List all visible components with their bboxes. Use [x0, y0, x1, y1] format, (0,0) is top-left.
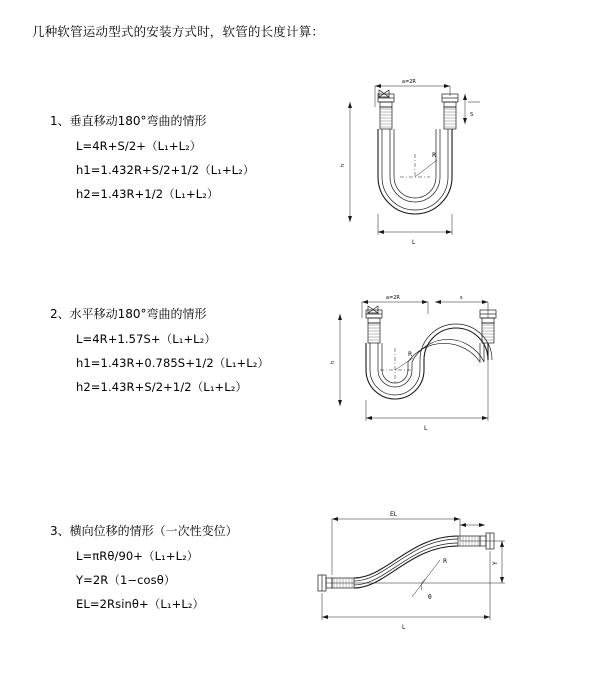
figure-1-drawing	[320, 72, 510, 262]
section-1-title: 垂直移动180°弯曲的情形	[69, 114, 207, 128]
figure-3-length-label: L	[402, 624, 406, 631]
figure-2-top-dim-label: a=2R	[386, 295, 400, 301]
figure-2-height-label: h	[330, 360, 336, 364]
section-2-title: 水平移动180°弯曲的情形	[69, 307, 207, 321]
figure-3-radius-label: R	[443, 558, 448, 565]
section-1-formula-2: h1=1.432R+S/2+1/2（L₁+L₂）	[76, 163, 255, 177]
figure-2-radius-label: R	[408, 351, 413, 358]
section-1-figure	[320, 72, 510, 262]
section-2-formula-2: h1=1.43R+0.785S+1/2（L₁+L₂）	[76, 356, 270, 370]
figure-1-length-label: L	[412, 239, 416, 246]
section-2-title-line	[50, 305, 269, 322]
section-3-text	[50, 522, 238, 620]
figure-2-drawing	[320, 288, 520, 448]
figure-1-top-dim-label: a=2R	[402, 79, 416, 85]
figure-3-top-dim-label: EL	[390, 511, 398, 518]
section-2-figure	[320, 288, 520, 448]
section-3-figure	[300, 505, 520, 635]
section-2-formula-3: h2=1.43R+S/2+1/2（L₁+L₂）	[76, 380, 248, 394]
section-3-title: 横向位移的情形（一次性变位）	[69, 524, 238, 538]
figure-3-vertical-label: Y	[492, 561, 499, 565]
section-1-text	[50, 112, 255, 210]
figure-1-radius-label: R	[432, 152, 437, 159]
section-3-number: 3、	[50, 524, 70, 538]
section-1-title-line	[50, 112, 255, 129]
section-2-formula-1: L=4R+1.57S+（L₁+L₂）	[76, 332, 216, 346]
figure-3-drawing	[300, 505, 520, 635]
section-1-formula-1: L=4R+S/2+（L₁+L₂）	[76, 139, 202, 153]
section-3-title-line	[50, 522, 238, 539]
section-2-number: 2、	[50, 307, 70, 321]
section-3-formula-2: Y=2R（1−cosθ）	[76, 573, 176, 587]
section-1-number: 1、	[50, 114, 70, 128]
figure-1-side-label: S	[470, 112, 474, 118]
figure-1-height-label: h	[340, 163, 346, 167]
section-1-formula-3: h2=1.43R+1/2（L₁+L₂）	[76, 187, 219, 201]
section-2-text	[50, 305, 269, 403]
figure-2-second-dim-label: s	[460, 295, 463, 301]
section-3-formula-1: L=πRθ/90+（L₁+L₂）	[76, 549, 199, 563]
page-title: 几种软管运动型式的安装方式时，软管的长度计算：	[32, 24, 325, 39]
figure-2-length-label: L	[424, 425, 428, 432]
section-3-formula-3: EL=2Rsinθ+（L₁+L₂）	[76, 597, 205, 611]
figure-3-angle-label: θ	[428, 594, 432, 601]
